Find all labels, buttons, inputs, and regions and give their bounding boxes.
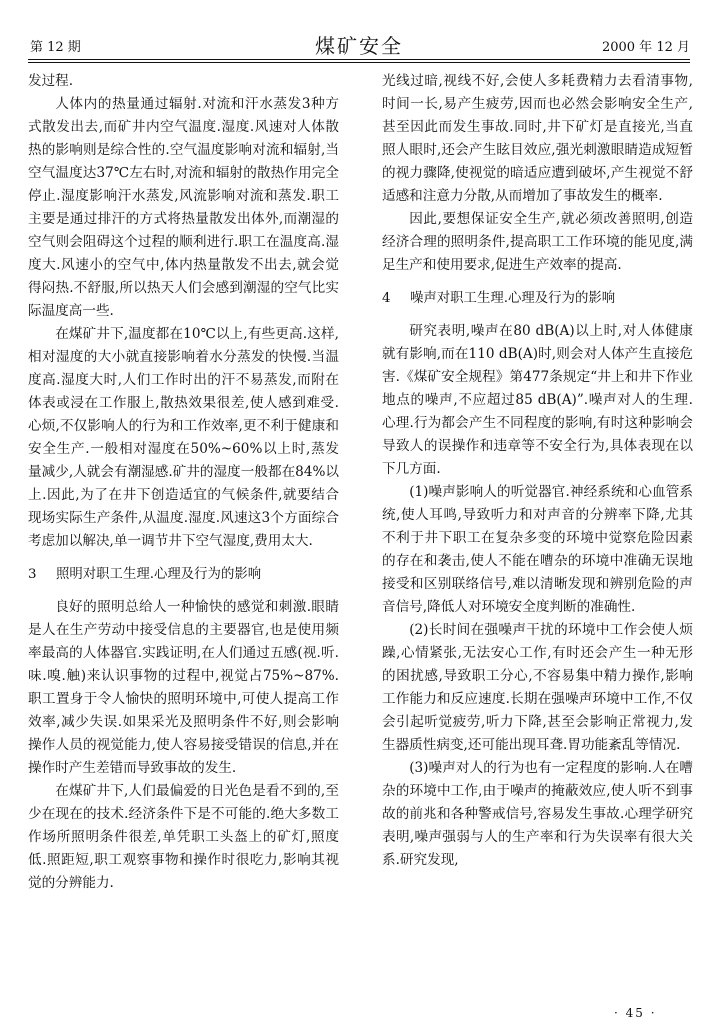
section-title: 噪声对职工生理.心理及行为的影响 — [410, 291, 616, 306]
section-number: 3 — [28, 567, 37, 582]
issue-label: 第 12 期 — [30, 40, 81, 55]
paragraph: 发过程. — [28, 73, 74, 89]
page-number: · 45 · — [614, 1006, 657, 1020]
issue-date: 2000 年 12 月 — [601, 40, 690, 55]
section-heading-3 — [28, 563, 339, 586]
paragraph: 在煤矿井下,人们最偏爱的日光色是看不到的,至少在现在的技术.经济条件下是不可能的.绝大多数工作场所照明条件很差,单凭职工头盔上的矿灯,照度低.照距短,职工观察事物和操作时很吃力,影响其视觉的分辨能力. — [28, 783, 339, 891]
paragraph: 在煤矿井下,温度都在10℃以上,有些更高.这样,相对湿度的大小就直接影响着水分蒸发的快慢.当温度高.湿度大时,人们工作时出的汗不易蒸发,而附在体表或浸在工作服上,散热效果很差,使人感到难受.心烦,不仅影响人的行为和工作效率,更不利于健康和安全生产.一般相对湿度在50%~60%以上时,蒸发量减少,人就会有潮湿感.矿井的湿度一般都在84%以上.因此,为了在井下创造适宜的气候条件,就要结合现场实际生产条件,从温度.湿度.风速这3个方面综合考虑加以解决,单一调节井下空气湿度,费用太大. — [28, 326, 339, 549]
paragraph: 研究表明,噪声在80 dB(A)以上时,对人体健康就有影响,而在110 dB(A)时,则会对人体产生直接危害.《煤矿安全规程》第477条规定“井上和井下作业地点的噪声,不应超过85 dB(A)”.噪声对人的生理.心理.行为都会产生不同程度的影响,有时这种影响会导致人的误操作和违章等不安全行为,具体表现在以下几方面. — [382, 323, 693, 477]
header-rule-top — [28, 59, 690, 60]
paragraph: 良好的照明总给人一种愉快的感觉和刺激.眼睛是人在生产劳动中接受信息的主要器官,也是使用频率最高的人体器官.实践证明,在人们通过五感(视.听.味.嗅.触)来认识事物的过程中,视觉占75%~87%.职工置身于令人愉快的照明环境中,可使人提高工作效率,减少失误.如果采光及照明条件不好,则会影响操作人员的视觉能力,使人容易接受错误的信息,并在操作时产生差错而导致事故的发生. — [28, 599, 339, 776]
paragraph: (2)长时间在强噪声干扰的环境中工作会使人烦躁,心情紧张,无法安心工作,有时还会产生一种无形的困扰感,导致职工分心,不容易集中精力操作,影响工作能力和反应速度.长期在强噪声环境中工作,不仅会引起听觉疲劳,听力下降,甚至会影响正常视力,发生器质性病变,还可能出现耳聋.胃功能紊乱等情况. — [382, 622, 693, 753]
header-rule-bottom — [28, 62, 690, 63]
paragraph: 人体内的热量通过辐射.对流和汗水蒸发3种方式散发出去,而矿井内空气温度.湿度.风速对人体散热的影响则是综合性的.空气温度影响对流和辐射,当空气温度达37℃左右时,对流和辐射的散热作用完全停止.湿度影响汗水蒸发,风流影响对流和蒸发.职工主要是通过排汗的方式将热量散发出体外,而潮湿的空气则会阻碍这个过程的顺利进行.职工在温度高.湿度大.风速小的空气中,体内热量散发不出去,就会觉得闷热.不舒服,所以热天人们会感到潮湿的空气比实际温度高一些. — [28, 96, 339, 319]
running-header — [28, 26, 690, 56]
paragraph: (1)噪声影响人的听觉器官.神经系统和心血管系统,使人耳鸣,导致听力和对声音的分辨率下降,尤其不利于井下职工在复杂多变的环境中觉察危险因素的存在和袭击,使人不能在嘈杂的环境中准确无误地接受和区别联络信号,难以清晰发现和辨别危险的声音信号,降低人对环境安全度判断的准确性. — [382, 484, 693, 615]
paragraph: 光线过暗,视线不好,会使人多耗费精力去看清事物,时间一长,易产生疲劳,因而也必然会影响安全生产,甚至因此而发生事故.同时,井下矿灯是直接光,当直照人眼时,还会产生眩目效应,强光刺激眼睛造成短暂的视力骤降,使视觉的暗适应遭到破坏,产生视觉不舒适感和注意力分散,从而增加了事故发生的概率. — [382, 73, 693, 204]
section-number: 4 — [382, 291, 391, 306]
journal-title: 煤矿安全 — [315, 34, 403, 58]
section-title: 照明对职工生理.心理及行为的影响 — [56, 567, 262, 582]
paragraph: 因此,要想保证安全生产,就必须改善照明,创造经济合理的照明条件,提高职工工作环境的能见度,满足生产和使用要求,促进生产效率的提高. — [382, 211, 693, 273]
right-column — [382, 70, 693, 872]
paragraph: (3)噪声对人的行为也有一定程度的影响.人在嘈杂的环境中工作,由于噪声的掩蔽效应,使人听不到事故的前兆和各种警戒信号,容易发生事故.心理学研究表明,噪声强弱与人的生产率和行为失误率有很大关系.研究发现, — [382, 760, 693, 868]
section-heading-4 — [382, 287, 693, 310]
left-column — [28, 70, 339, 895]
